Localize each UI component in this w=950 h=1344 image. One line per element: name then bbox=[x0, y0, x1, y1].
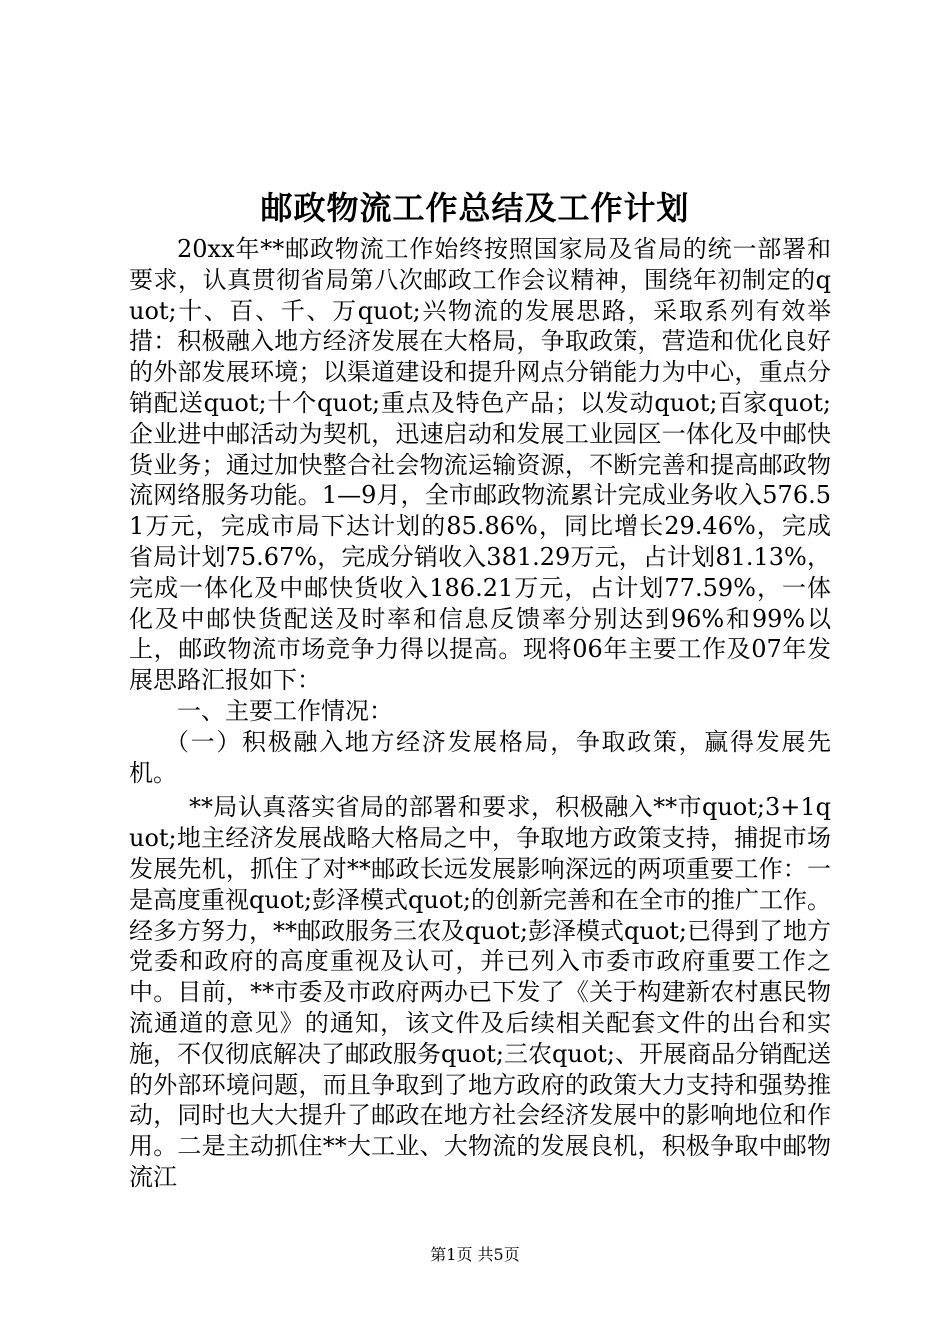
section-heading: 一、主要工作情况： bbox=[177, 696, 393, 725]
document-title: 邮政物流工作总结及工作计划 bbox=[260, 189, 690, 227]
document-body bbox=[129, 234, 831, 1193]
subsection-heading: （一）积极融入地方经济发展格局，争取政策，赢得发展先机。 bbox=[129, 727, 831, 787]
page-number: 第1页 共5页 bbox=[430, 1245, 520, 1264]
paragraph-intro: 20xx年**邮政物流工作始终按照国家局及省局的统一部署和要求，认真贯彻省局第八次邮政工作会议精神，围绕年初制定的quot;十、百、千、万quot;兴物流的发展思路，采取系列有效举措：积极融入地方经济发展在大格局，争取政策，营造和优化良好的外部发展环境；以渠道建设和提升网点分销能力为中心，重点分销配送quot;十个quot;重点及特色产品；以发动quot;百家quot;企业进中邮活动为契机，迅速启动和发展工业园区一体化及中邮快货业务；通过加快整合社会物流运输资源，不断完善和提高邮政物流网络服务功能。1—9月，全市邮政物流累计完成业务收入576.51万元，完成市局下达计划的85.86%，同比增长29.46%，完成省局计划75.67%，完成分销收入381.29万元，占计划81.13%，完成一体化及中邮快货收入186.21万元，占计划77.59%，一体化及中邮快货配送及时率和信息反馈率分别达到96%和99%以上，邮政物流市场竞争力得以提高。现将06年主要工作及07年发展思路汇报如下： bbox=[129, 235, 831, 695]
paragraph-body: **局认真落实省局的部署和要求，积极融入**市quot;3+1quot;地主经济发展战略大格局之中，争取地方政策支持，捕捉市场发展先机，抓住了对**邮政长远发展影响深远的两项重要工作：一是高度重视quot;彭泽模式quot;的创新完善和在全市的推广工作。经多方努力，**邮政服务三农及quot;彭泽模式quot;已得到了地方党委和政府的高度重视及认可，并已列入市委市政府重要工作之中。目前，**市委及市政府两办已下发了《关于构建新农村惠民物流通道的意见》的通知，该文件及后续相关配套文件的出台和实施，不仅彻底解决了邮政服务quot;三农quot;、开展商品分销配送的外部环境问题，而且争取到了地方政府的政策大力支持和强势推动，同时也大大提升了邮政在地方社会经济发展中的影响地位和作用。二是主动抓住**大工业、大物流的发展良机，积极争取中邮物流江 bbox=[129, 793, 831, 1191]
